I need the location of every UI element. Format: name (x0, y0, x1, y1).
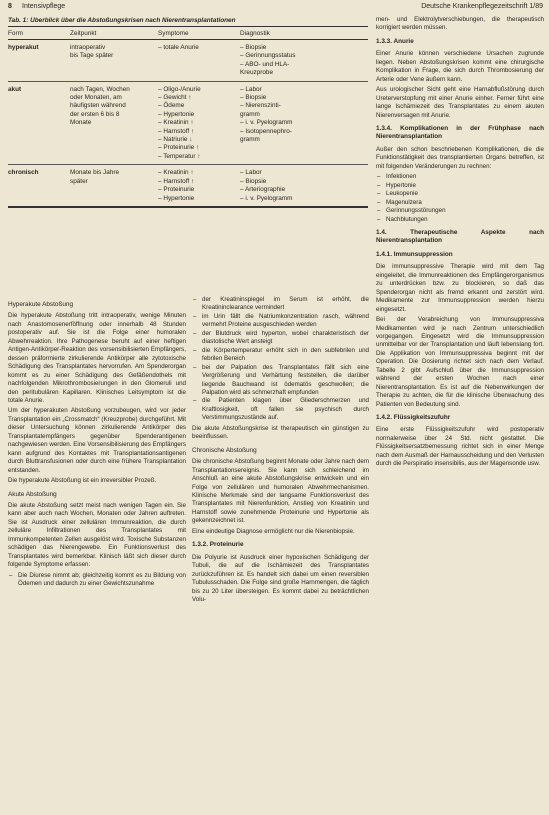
table-row (8, 82, 368, 166)
rejection-table (8, 17, 368, 287)
table-row (8, 165, 368, 208)
heading-chronisch: Chronische Abstoßung (192, 446, 257, 454)
paragraph: Außer den schon beschriebenen Komplikationen, die die Funktionstätigkeit des transplantierten Organs betreffen, ist mit folgenden Veränderungen zu rechnen: (376, 145, 544, 170)
list-item: – Gerinnungsstörungen (386, 207, 544, 215)
table-header-cell: Form (8, 30, 23, 37)
table-cell-diagnostik: – Labor – Biopsie – Nierenszinti- gramm – i. v. Pyelogramm – Isotopennephro- gramm (240, 85, 293, 144)
complication-list (376, 173, 544, 224)
table-header-cell: Symptome (158, 30, 189, 37)
paragraph: Die Polyurie ist Ausdruck einer hypoxischen Schädigung der Tubuli, die auf die Ischämiezeit des Transplantates zurückzuführen ist. Es handelt sich dabei um einen reversiblen Tubulusschaden. Die Folge sind große Harnmengen, die täglich bis zu 20 Liter übersteigen. Es kommt dabei zu beträchtlichen Volu- (192, 553, 369, 603)
heading-hyperakut: Hyperakute Abstoßung (8, 301, 74, 308)
table-header-row (8, 29, 368, 40)
section-label: Intensivpflege (22, 3, 66, 10)
page-header (0, 3, 549, 15)
table-cell-form: chronisch (8, 169, 39, 177)
list-item: – die Körpertemperatur erhöht sich in den subfebrilen und febrilen Bereich (202, 347, 369, 364)
table-cell-symptome: – Kreatinin ↑ – Harnstoff ↑ – Proteinurie – Hypertonie (158, 169, 195, 202)
text-column-middle (192, 296, 369, 808)
list-item: – im Urin fällt die Natriumkonzentration rasch, während vermehrt Proteine ausgeschieden werden (202, 313, 369, 330)
text-column-right (376, 16, 544, 811)
paragraph: Eine erste Flüssigkeitszufuhr wird postoperativ normalerweise über 24 Std. nicht gestattet. Die Flüssigkeitsersatzbemessung richtet sich in einer Menge nach dem Ausmaß der Harnausscheidung und den Verlusten durch die Perspiratio insensibilis, aus der Magensonde usw. (376, 426, 544, 468)
paragraph: Die hyperakute Abstoßung tritt intraoperativ, wenige Minuten nach Anastomosenerföffnung oder innerhalb 48 Stunden postoperativ auf. Sie ist die Folge einer humoralen Abwehrreaktion. Ihre Pathogenese beruht auf einer heftigen Antigen-Antikörper-Reaktion des vorsensibilisierten Empfängers, dessen präformierte zirkulierende Antikörper alle zytotoxische Schädigung des Transplantates hervorrufen. Am Spenderorgan kommt es zu einer Schädigung des Gefäßendothels mit nachfolgenden Mikrothrombosierungen in den Glomeruli und den peritubulären Kapillaren. Klinisches Leitsymptom ist die totale Anurie. (8, 312, 186, 404)
list-item: – die Patienten klagen über Gliederschmerzen und Kraftlosigkeit, oft fallen sie psychisch durch Verstimmungszustände auf. (202, 397, 369, 422)
list-item: – Magenulzera (386, 199, 544, 207)
table-row (8, 40, 368, 82)
table-cell-diagnostik: – Labor – Biopsie – Arteriographie – i. v. Pyelogramm (240, 169, 293, 202)
heading-1-4-1: 1.4.1. Immunsuppression (376, 250, 453, 258)
paragraph: men- und Elektrolytverschiebungen, die therapeutisch korrigiert werden müssen. (376, 16, 544, 32)
table-cell-diagnostik: – Biopsie – Gerinnungsstatus – ABO- und HLA- Kreuzprobe (240, 44, 296, 77)
heading-1-4-2: 1.4.2. Flüssigkeitszufuhr (376, 414, 451, 422)
paragraph: Die akute Abstoßungskrise ist therapeutisch ein günstigen zu beeinflussen. (192, 424, 369, 441)
table-cell-symptome: – Oligo-/Anurie – Gewicht ↑ – Ödeme – Hypertonie – Kreatinin ↑ – Harnstoff ↑ – Natriurie ↓ – Proteinurie ↑ – Temperatur ↑ (158, 85, 201, 160)
text-column-left (8, 296, 186, 808)
table-caption: Tab. 1: Überblick über die Abstoßungskrisen nach Nierentransplantationen (8, 17, 368, 27)
heading-1-3-2: 1.3.2. Proteinurie (192, 541, 244, 549)
symptom-list (8, 572, 186, 589)
list-item: – Nachblutungen (386, 216, 544, 224)
paragraph: Aus urologischer Sicht geht eine Harnabflußstörung durch Ureterverstopfung mit einer Anurie einher. Ferner führt eine lange Ischämiezeit des Transplantates zu einem akuten Nierenversagen mit Anurie. (376, 86, 544, 119)
list-item: – der Blutdruck wird hyperton, wobei charakteristisch der diastolische Wert ansteigt (202, 330, 369, 347)
table-cell-zeitpunkt: nach Tagen, Wochen oder Monaten, am häufigsten während der ersten 6 bis 8 Monate (70, 85, 130, 127)
table-header-cell: Zeitpunkt (70, 30, 97, 37)
paragraph: Um der hyperakuten Abstoßung vorzubeugen, wird vor jeder Transplantation ein „Crossmatch“ (Kreuzprobe) durchgeführt. Mit dieser Untersuchung können zirkulierende Antikörper des Transplantatempfängers gegenüber Spenderantigenen nachgewiesen werden. Eine Vorsensibilisierung des Empfängers kann aufgrund des Kontaktes mit Transplantationsantigenen durch Bluttransfusionen oder durch eine frühere Transplantation entstanden. (8, 407, 186, 474)
paragraph: Die immunsuppressive Therapie wird mit dem Tag eingeleitet, die Immunreaktionen des Empfängerorganismus zu unterdrücken bzw. zu blockieren, so daß das Spenderorgan nicht als fremd erkannt und zerstört wird. Medikamente zur Immunsuppression werden hierzu eingesetzt. (376, 263, 544, 313)
paragraph: Bei der Verabreichung von Immunsuppressiva Medikamenten wird je nach Zentrum unterschiedlich vorgegangen. Eingesetzt wird die Immunsuppression unmittelbar vor der Transplantation und läuft lebenslang fort. Die Applikation von Immunsuppressiva beginnt mit der Operation. Die Dosierung richtet sich nach dem Verlauf. Tabelle 2 gibt Aufschluß über die Immunsuppression während der ersten Wochen nach einer Nierentransplantation. Es ist auf die Nebenwirkungen der Therapie zu achten, die für die klinische Überwachung des Patienten von Bedeutung sind. (376, 316, 544, 408)
table-cell-zeitpunkt: Monate bis Jahre später (70, 169, 120, 185)
page-number: 8 (8, 3, 12, 10)
list-item: – der Kreatininspiegel im Serum ist erhöht, die Kreatininclearance vermindert (202, 296, 369, 313)
table-header-cell: Diagnostik (240, 30, 270, 37)
heading-1-3-3: 1.3.3. Anurie (376, 37, 414, 45)
table-cell-form: akut (8, 85, 22, 93)
table-cell-form: hyperakut (8, 44, 39, 51)
heading-1-4: 1.4. Therapeutische Aspekte nach Nierentransplantation (376, 228, 544, 245)
list-item: – Leukopenie (386, 190, 544, 198)
heading-akut: Akute Abstoßung (8, 490, 57, 498)
symptom-list (192, 296, 369, 423)
paragraph: Die chronische Abstoßung beginnt Monate oder Jahre nach dem Transplantationsereignis. Sie kann sich schleichend im Anschluß an eine akute Abstoßungskrise entwickeln und ein Folge von zellulären und humoralen Abwehrmechanismen. Klinische Merkmale sind der langsame Funktionsverlust des Transplantates mit Nierenfunktion, Anstieg von Kreatinin und Harnstoff sowie zunehmende Proteinurie und Hypertonie als gekennzeichnet ist. (192, 458, 369, 525)
paragraph: Eine eindeutige Diagnose ermöglicht nur die Nierenbiopsie. (192, 527, 355, 535)
paragraph: Die hyperakute Abstoßung ist ein irreversibler Prozeß. (8, 477, 157, 485)
journal-label: Deutsche Krankenpflegezeitschrift 1/89 (421, 3, 543, 10)
list-item: – Infektionen (386, 173, 544, 181)
list-item: – Die Diurese nimmt ab; gleichzeitig kommt es zu Bildung von Ödemen und dadurch zu einer Gewichtszunahme (18, 572, 186, 589)
list-item: – bei der Palpation des Transplantates fällt sich eine Vergrößerung und Verhärtung feststellen, die darüber liegende Bauchwand ist ödematös geschwollen; die Palpation wird als schmerzhaft empfunden (202, 364, 369, 398)
table-cell-zeitpunkt: intraoperativ bis Tage später (70, 44, 114, 60)
list-item: – Hypertonie (386, 182, 544, 190)
heading-1-3-4: 1.3.4. Komplikationen in der Frühphase nach Nierentransplantation (376, 124, 544, 141)
table-cell-symptome: – totale Anurie (158, 44, 199, 51)
paragraph: Einer Anurie können verschiedene Ursachen zugrunde liegen. Neben Abstoßungskrisen kommt eine chirurgische Komplikation in Frage, die sich durch Thrombosierung der Arterie oder Vene äußern kann. (376, 50, 544, 83)
paragraph: Die akute Abstoßung setzt meist nach wenigen Tagen ein. Sie kann aber auch nach Wochen, Monaten oder Jahren auftreten. Sie ist Ausdruck einer zellulären Immunreaktion, die durch zelluläre Infiltrationen des Transplantates mit Immunkompetenten Zellen ausgelöst wird. Toxische Substanzen schädigen das Nierengewebe. Ein Funktionsverlust des Transplantates wird bemerkbar. Klinisch läßt sich dieser durch folgende Symptome erfassen: (8, 501, 186, 569)
